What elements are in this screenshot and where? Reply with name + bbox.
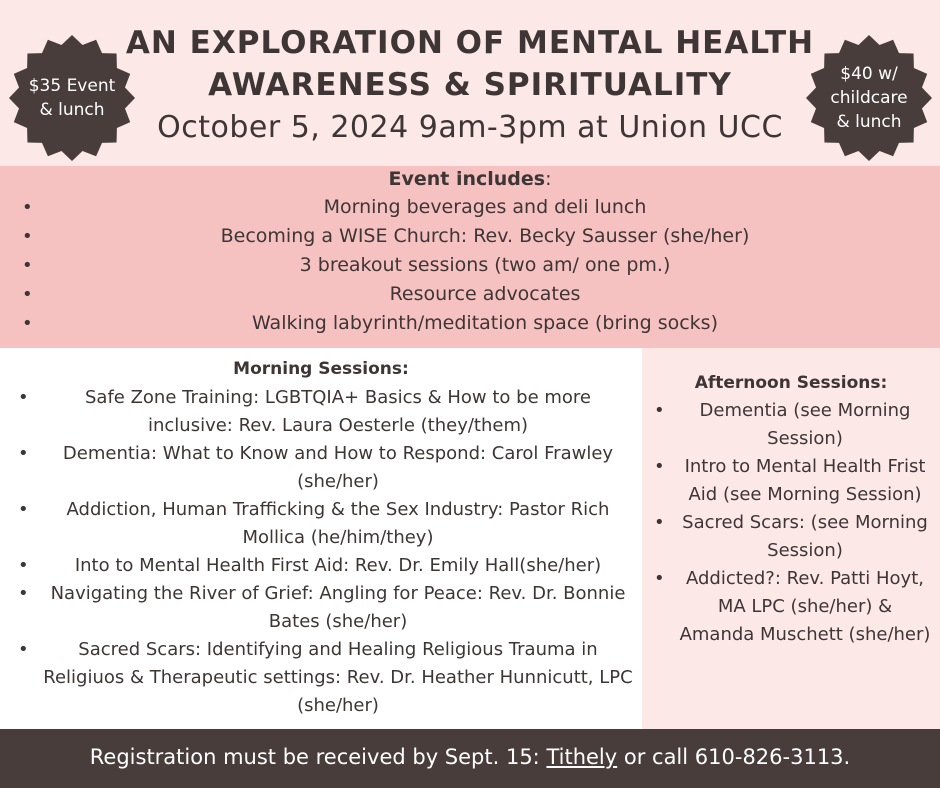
list-item: • Safe Zone Training: LGBTQIA+ Basics & How to be more inclusive: Rev. Laura Oesterle (they/them) [42, 384, 634, 440]
event-title-line2: AWARENESS & SPIRITUALITY [208, 67, 732, 103]
event-date-location: October 5, 2024 9am-3pm at Union UCC [157, 110, 783, 145]
event-includes-heading-text: Event includes [388, 168, 546, 190]
list-item: • Morning beverages and deli lunch [0, 193, 940, 222]
list-item: • Becoming a WISE Church: Rev. Becky Sausser (she/her) [0, 222, 940, 251]
list-item: • 3 breakout sessions (two am/ one pm.) [0, 251, 940, 280]
list-item: • Into to Mental Health First Aid: Rev. Dr. Emily Hall(she/her) [42, 552, 634, 580]
event-includes-list [0, 193, 940, 338]
list-item: • Addiction, Human Trafficking & the Sex Industry: Pastor Rich Mollica (he/him/they) [42, 496, 634, 552]
list-item: • Resource advocates [0, 280, 940, 309]
list-item: • Navigating the River of Grief: Angling for Peace: Rev. Dr. Bonnie Bates (she/her) [42, 580, 634, 636]
list-item: • Dementia (see Morning Session) [678, 397, 932, 453]
morning-sessions-list [42, 384, 634, 720]
morning-sessions-heading: Morning Sessions: [233, 359, 409, 379]
event-title-line1: AN EXPLORATION OF MENTAL HEALTH [125, 25, 815, 61]
price-badge-childcare-text: $40 w/ childcare & lunch [830, 64, 908, 132]
tithely-link[interactable]: Tithely [546, 745, 618, 769]
event-includes-colon: : [545, 168, 552, 190]
afternoon-sessions-heading: Afternoon Sessions: [694, 373, 888, 393]
list-item: • Addicted?: Rev. Patti Hoyt, MA LPC (she/her) & Amanda Muschett (she/her) [678, 565, 932, 649]
list-item: • Walking labyrinth/meditation space (bring socks) [0, 309, 940, 338]
registration-phone-text: or call 610-826-3113. [617, 745, 851, 769]
price-badge-event-text: $35 Event & lunch [28, 76, 116, 120]
list-item: • Intro to Mental Health Frist Aid (see Morning Session) [678, 453, 932, 509]
list-item: • Dementia: What to Know and How to Respond: Carol Frawley (she/her) [42, 440, 634, 496]
list-item: • Sacred Scars: (see Morning Session) [678, 509, 932, 565]
list-item: • Sacred Scars: Identifying and Healing Religious Trauma in Religiuos & Therapeutic settings: Rev. Dr. Heather Hunnicutt, LPC (she/her) [42, 636, 634, 720]
registration-text: Registration must be received by Sept. 15: [89, 745, 547, 769]
afternoon-sessions-list [678, 397, 932, 649]
event-title [0, 22, 940, 106]
registration-footer [0, 729, 940, 788]
event-includes-heading [0, 166, 940, 192]
